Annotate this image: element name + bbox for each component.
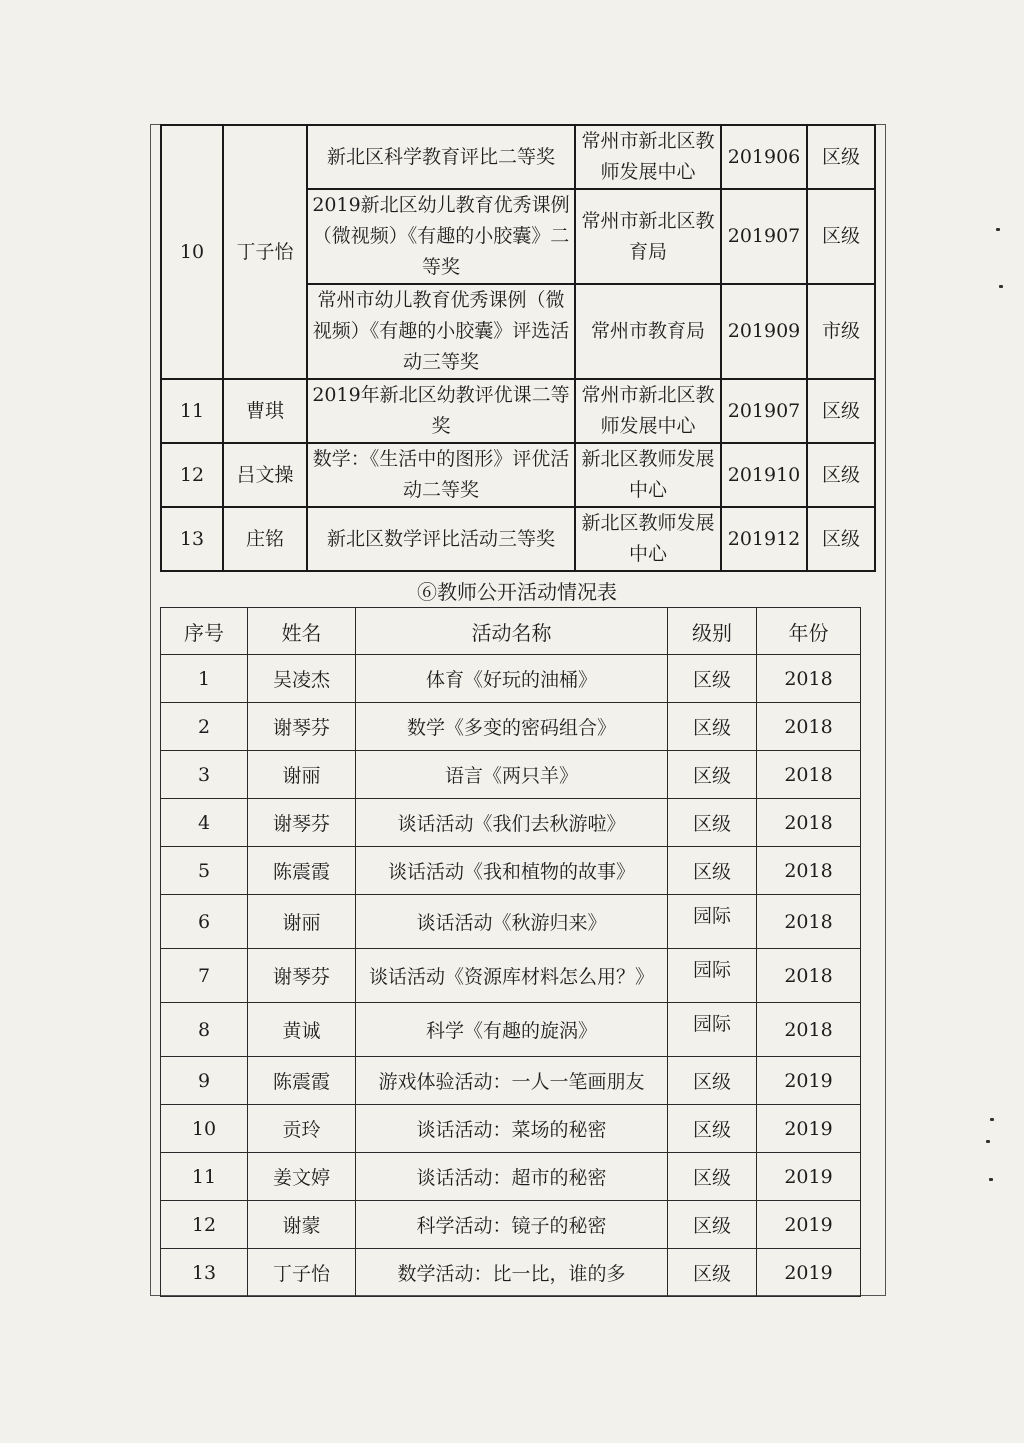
- column-header-level: 级别: [668, 608, 757, 655]
- table-row: [161, 1003, 861, 1057]
- teacher-name: 曹琪: [223, 379, 307, 443]
- award-name: 常州市幼儿教育优秀课例（微视频）《有趣的小胶囊》评选活动三等奖: [307, 284, 575, 379]
- activity-name: 谈话活动《秋游归来》: [356, 895, 668, 949]
- activity-year: 2019: [757, 1057, 861, 1105]
- row-number: 11: [161, 379, 223, 443]
- award-name: 新北区数学评比活动三等奖: [307, 507, 575, 571]
- activity-year: 2018: [757, 895, 861, 949]
- table-row: [161, 799, 861, 847]
- activity-level: 园际: [668, 895, 757, 949]
- award-date: 201907: [721, 189, 807, 284]
- column-header-activity: 活动名称: [356, 608, 668, 655]
- teacher-name: 陈震霞: [248, 1057, 356, 1105]
- award-issuer: 常州市教育局: [575, 284, 721, 379]
- teacher-name: 谢琴芬: [248, 949, 356, 1003]
- row-number: 10: [161, 125, 223, 379]
- column-header-year: 年份: [757, 608, 861, 655]
- row-number: 4: [161, 799, 248, 847]
- award-issuer: 新北区教师发展中心: [575, 443, 721, 507]
- award-name: 数学：《生活中的图形》评优活动二等奖: [307, 443, 575, 507]
- award-date: 201909: [721, 284, 807, 379]
- activity-year: 2019: [757, 1153, 861, 1201]
- row-number: 2: [161, 703, 248, 751]
- award-issuer: 常州市新北区教师发展中心: [575, 125, 721, 189]
- award-level: 区级: [807, 189, 875, 284]
- activity-year: 2018: [757, 655, 861, 703]
- activity-level: 区级: [668, 799, 757, 847]
- row-number: 9: [161, 1057, 248, 1105]
- teacher-name: 谢琴芬: [248, 703, 356, 751]
- activities-body: [161, 655, 861, 1297]
- row-number: 12: [161, 1201, 248, 1249]
- award-issuer: 新北区教师发展中心: [575, 507, 721, 571]
- award-name: 2019新北区幼儿教育优秀课例（微视频）《有趣的小胶囊》二等奖: [307, 189, 575, 284]
- activity-name: 科学《有趣的旋涡》: [356, 1003, 668, 1057]
- activity-name: 谈话活动：菜场的秘密: [356, 1105, 668, 1153]
- activity-level: 区级: [668, 1249, 757, 1297]
- row-number: 12: [161, 443, 223, 507]
- activity-name: 数学《多变的密码组合》: [356, 703, 668, 751]
- activity-name: 谈话活动：超市的秘密: [356, 1153, 668, 1201]
- award-date: 201906: [721, 125, 807, 189]
- activity-level: 区级: [668, 1201, 757, 1249]
- activity-level: 区级: [668, 1153, 757, 1201]
- activity-level: 区级: [668, 655, 757, 703]
- award-date: 201910: [721, 443, 807, 507]
- table-row: [161, 949, 861, 1003]
- column-header-name: 姓名: [248, 608, 356, 655]
- activity-level: 区级: [668, 1057, 757, 1105]
- table-row: [161, 655, 861, 703]
- scan-speck: [999, 285, 1003, 288]
- activity-year: 2018: [757, 703, 861, 751]
- teacher-name: 庄铭: [223, 507, 307, 571]
- activity-year: 2018: [757, 949, 861, 1003]
- award-date: 201907: [721, 379, 807, 443]
- activity-year: 2018: [757, 1003, 861, 1057]
- teacher-name: 贡玲: [248, 1105, 356, 1153]
- activity-level: 区级: [668, 703, 757, 751]
- activity-level: 区级: [668, 1105, 757, 1153]
- table-row: [161, 125, 875, 189]
- table-row: [161, 379, 875, 443]
- activity-name: 谈话活动《我和植物的故事》: [356, 847, 668, 895]
- activity-name: 谈话活动《资源库材料怎么用？》: [356, 949, 668, 1003]
- award-issuer: 常州市新北区教育局: [575, 189, 721, 284]
- award-date: 201912: [721, 507, 807, 571]
- teacher-name: 吕文操: [223, 443, 307, 507]
- activity-name: 数学活动：比一比，谁的多: [356, 1249, 668, 1297]
- teacher-name: 谢丽: [248, 751, 356, 799]
- activity-year: 2019: [757, 1201, 861, 1249]
- table-row: [161, 443, 875, 507]
- table-row: [161, 751, 861, 799]
- activity-year: 2019: [757, 1105, 861, 1153]
- activities-caption: ⑥教师公开活动情况表: [417, 580, 617, 604]
- awards-table: [160, 124, 876, 572]
- award-level: 区级: [807, 379, 875, 443]
- row-number: 1: [161, 655, 248, 703]
- table-row: [161, 507, 875, 571]
- teacher-name: 吴凌杰: [248, 655, 356, 703]
- row-number: 5: [161, 847, 248, 895]
- row-number: 3: [161, 751, 248, 799]
- row-number: 10: [161, 1105, 248, 1153]
- award-issuer: 常州市新北区教师发展中心: [575, 379, 721, 443]
- award-level: 市级: [807, 284, 875, 379]
- row-number: 6: [161, 895, 248, 949]
- teacher-name: 丁子怡: [223, 125, 307, 379]
- teacher-name: 丁子怡: [248, 1249, 356, 1297]
- table-row: [161, 1057, 861, 1105]
- award-name: 新北区科学教育评比二等奖: [307, 125, 575, 189]
- teacher-name: 谢丽: [248, 895, 356, 949]
- activity-level: 区级: [668, 751, 757, 799]
- activity-level: 区级: [668, 847, 757, 895]
- row-number: 13: [161, 507, 223, 571]
- scan-speck: [996, 228, 1000, 231]
- activity-name: 科学活动：镜子的秘密: [356, 1201, 668, 1249]
- table-row: [161, 1153, 861, 1201]
- table-row: [161, 895, 861, 949]
- scan-speck: [990, 1118, 994, 1121]
- scan-speck: [989, 1178, 993, 1181]
- activity-name: 谈话活动《我们去秋游啦》: [356, 799, 668, 847]
- activity-name: 体育《好玩的油桶》: [356, 655, 668, 703]
- table-row: [161, 1105, 861, 1153]
- table-row: [161, 1201, 861, 1249]
- row-number: 7: [161, 949, 248, 1003]
- activity-year: 2018: [757, 847, 861, 895]
- award-name: 2019年新北区幼教评优课二等奖: [307, 379, 575, 443]
- award-level: 区级: [807, 443, 875, 507]
- activity-name: 游戏体验活动：一人一笔画朋友: [356, 1057, 668, 1105]
- row-number: 13: [161, 1249, 248, 1297]
- row-number: 8: [161, 1003, 248, 1057]
- teacher-name: 姜文婷: [248, 1153, 356, 1201]
- activity-level: 园际: [668, 949, 757, 1003]
- column-header-number: 序号: [161, 608, 248, 655]
- teacher-name: 黄诚: [248, 1003, 356, 1057]
- activity-name: 语言《两只羊》: [356, 751, 668, 799]
- teacher-name: 陈震霞: [248, 847, 356, 895]
- table-row: [161, 1249, 861, 1297]
- row-number: 11: [161, 1153, 248, 1201]
- activity-level: 园际: [668, 1003, 757, 1057]
- teacher-name: 谢蒙: [248, 1201, 356, 1249]
- award-level: 区级: [807, 125, 875, 189]
- award-level: 区级: [807, 507, 875, 571]
- teacher-name: 谢琴芬: [248, 799, 356, 847]
- activities-table: [160, 607, 861, 1297]
- activity-year: 2018: [757, 799, 861, 847]
- table-row: [161, 703, 861, 751]
- table-row: [161, 847, 861, 895]
- table-header-row: [161, 608, 861, 655]
- activity-year: 2019: [757, 1249, 861, 1297]
- activity-year: 2018: [757, 751, 861, 799]
- scan-speck: [986, 1140, 990, 1143]
